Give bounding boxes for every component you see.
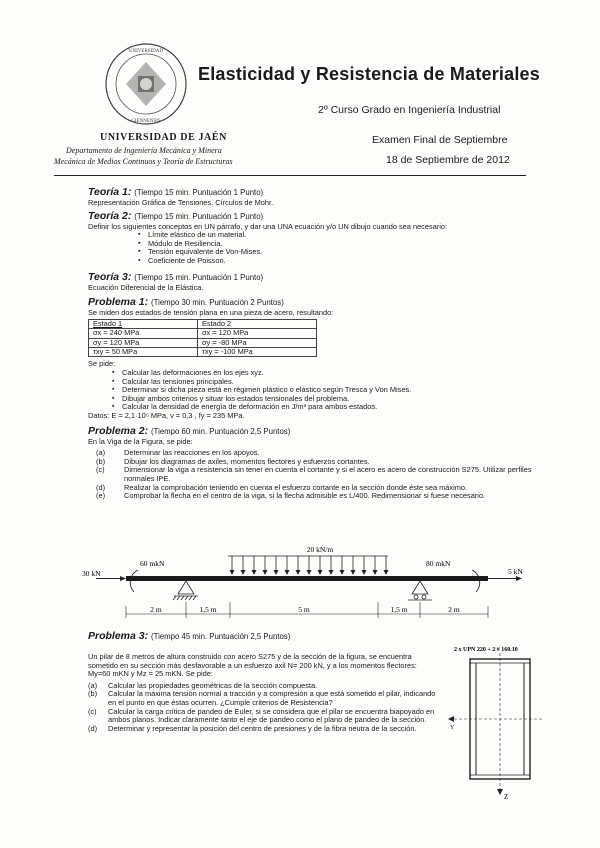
dim-2: 1,5 m	[199, 605, 217, 614]
exam-body	[88, 184, 538, 501]
section-label: 2 x UPN 220 + 2 # 160.10	[454, 647, 518, 653]
problema-1-datos: Datos: E = 2,1·10⁵ MPa, ν = 0,3 , fy = 235 MPa.	[88, 410, 245, 420]
teoria-3-meta: (Tiempo 15 min. Puntuación 1 Punto)	[134, 272, 264, 282]
teoria-3-text: Ecuación Diferencial de la Elástica.	[88, 282, 204, 292]
list-item: ▪ Calcular la densidad de energía de deformación en J/m³ para ambos estados.	[122, 403, 538, 412]
dim-4: 1,5 m	[390, 605, 408, 614]
list-item: ▪ Límite elástico de un material.	[148, 231, 538, 240]
problema-2-meta: (Tiempo 60 min. Puntuación 2,5 Puntos)	[151, 426, 291, 436]
teoria-1-title: Teoría 1:	[88, 186, 132, 198]
force-right-label: 5 kN	[508, 567, 523, 576]
dim-1: 2 m	[150, 605, 162, 614]
teoria-1-meta: (Tiempo 15 min. Puntuación 1 Punto)	[134, 188, 264, 197]
problema-3-title: Problema 3:	[88, 630, 149, 642]
list-item: (a) Determinar las reacciones en los apoyos.	[96, 448, 260, 458]
exam-date: 18 de Septiembre de 2012	[386, 154, 510, 166]
course-label: 2º Curso Grado en Ingeniería Industrial	[318, 104, 501, 116]
list-item: (c) Dimensionar la viga a resistencia sin tener en cuenta el cortante y si el acero es acero de construcción S275. Utilizar perfiles normales IPE.	[96, 465, 532, 483]
stress-table	[88, 319, 317, 358]
list-item: ▪ Tensión equivalente de Von-Mises.	[148, 248, 538, 257]
axis-y-label: Y	[450, 725, 455, 731]
list-item: (d) Determinar y representar la posición del centro de presiones y de la fibra neutra de la sección.	[88, 723, 417, 733]
problema-1-text: Se miden dos estados de tensión plana en una pieza de acero, resultando:	[88, 308, 334, 318]
problema-1-pide: Se pide:	[88, 359, 116, 369]
table-cell: τxy = -100 MPa	[198, 347, 317, 356]
problema-1-meta: (Tiempo 30 min. Puntuación 2 Puntos)	[151, 298, 284, 308]
problema-3-text: Un pilar de 8 metros de altura construido con acero S275 y de la sección de la figura, se encuentra sometido en su sección más desfavorable a un esfuerzo axil N= 200 kN, y a los momentos flectores: My=60 mKN y Mz = 25 mKN. Se pide:	[88, 652, 417, 679]
beam	[126, 576, 488, 581]
table-cell: σy = -80 MPa	[198, 338, 317, 347]
dim-3: 5 m	[298, 605, 310, 614]
teoria-1	[88, 186, 538, 208]
page-title: Elasticidad y Resistencia de Materiales	[198, 64, 540, 84]
department-line-2: Mecánica de Medios Continuos y Teoría de Estructuras	[54, 157, 233, 166]
university-seal-icon	[104, 42, 188, 126]
axis-z-label: Z	[504, 793, 509, 801]
teoria-3	[88, 271, 538, 293]
list-item: (b) Dibujar los diagramas de axiles, momentos flectores y esfuerzos cortantes.	[96, 456, 370, 466]
support-right-icon	[408, 581, 432, 600]
list-item: ▪ Calcular las tensiones principales.	[122, 378, 538, 387]
university-name: UNIVERSIDAD DE JAÉN	[100, 132, 227, 143]
exam-label: Examen Final de Septiembre	[372, 134, 508, 146]
svg-text:GIENNENSIS: GIENNENSIS	[131, 119, 161, 124]
problema-3-meta: (Tiempo 45 min. Puntuación 2,5 Puntos)	[151, 632, 291, 641]
list-item: (c) Calcular la carga crítica de pandeo de Euler, si se considera que el pilar se encuentra biapoyado en ambos planos. Indicar claramente tanto el eje de pandeo como el plano de pandeo de la sección.	[88, 706, 435, 725]
problema-2-title: Problema 2:	[88, 424, 149, 437]
teoria-2-text: Definir los siguientes conceptos en UN párrafo, y dar una UNA ecuación y/o UN dibujo cuando sea necesario:	[88, 221, 448, 231]
list-item: ▪ Calcular las deformaciones en los ejes xyz.	[122, 369, 538, 378]
load-label: 20 kN/m	[306, 545, 334, 554]
list-item: (d) Realizar la comprobación teniendo en cuenta el esfuerzo cortante en la sección donde éste sea máximo.	[96, 482, 468, 492]
moment-right-label: 80 mkN	[426, 559, 451, 568]
moment-left-label: 60 mkN	[140, 559, 165, 568]
list-item: (e) Comprobar la flecha en el centro de la viga, si la flecha admisible es L/400. Redimensionar si fuese necesario.	[96, 491, 486, 501]
section-figure	[448, 643, 548, 803]
table-cell: Estado 2	[198, 319, 317, 328]
header-divider	[54, 175, 526, 176]
teoria-1-text: Representación Gráfica de Tensiones. Círculos de Mohr.	[88, 198, 274, 207]
table-cell: Estado 1	[89, 319, 198, 328]
table-cell: τxy = 50 MPa	[89, 347, 198, 356]
list-item: ▪ Dibujar ambos criterios y situar los estados tensionales del problema.	[122, 395, 538, 404]
problema-1-title: Problema 1:	[88, 296, 149, 309]
list-item: (b) Calcular la máxima tensión normal a tracción y a compresión a que está sometido el pilar, indicando en el punto en que éstas ocurren. ¿Cumple criterios de Resistencia?	[88, 689, 436, 707]
teoria-2	[88, 210, 538, 266]
table-cell: σy = 120 MPa	[89, 338, 198, 347]
problema-2-text: En la Viga de la Figura, se pide:	[88, 436, 193, 446]
teoria-2-title: Teoría 2:	[88, 209, 132, 222]
list-item: ▪ Módulo de Resiliencia.	[148, 240, 538, 249]
force-left-label: 30 kN	[82, 569, 101, 578]
list-item: ▪ Determinar si dicha pieza está en régimen plástico o elástico según Tresca y Von Mises.	[122, 386, 538, 395]
svg-text:UNIVERSIDAD: UNIVERSIDAD	[128, 49, 164, 54]
list-item: ▪ Coeficiente de Poisson.	[148, 257, 538, 266]
department-line-1: Departamento de Ingeniería Mecánica y Minera	[66, 146, 222, 155]
table-cell: σx = 240 MPa	[89, 329, 198, 338]
teoria-3-title: Teoría 3:	[88, 270, 132, 283]
table-cell: σx = 120 MPa	[198, 329, 317, 338]
list-item: (a) Calcular las propiedades geométricas de la sección compuesta.	[88, 680, 318, 690]
dim-5: 2 m	[448, 605, 460, 614]
problema-2	[88, 425, 538, 501]
teoria-2-meta: (Tiempo 15 min. Puntuación 1 Punto)	[134, 211, 264, 221]
support-left-icon	[173, 581, 198, 600]
beam-figure	[80, 540, 550, 628]
problema-1	[88, 296, 538, 420]
